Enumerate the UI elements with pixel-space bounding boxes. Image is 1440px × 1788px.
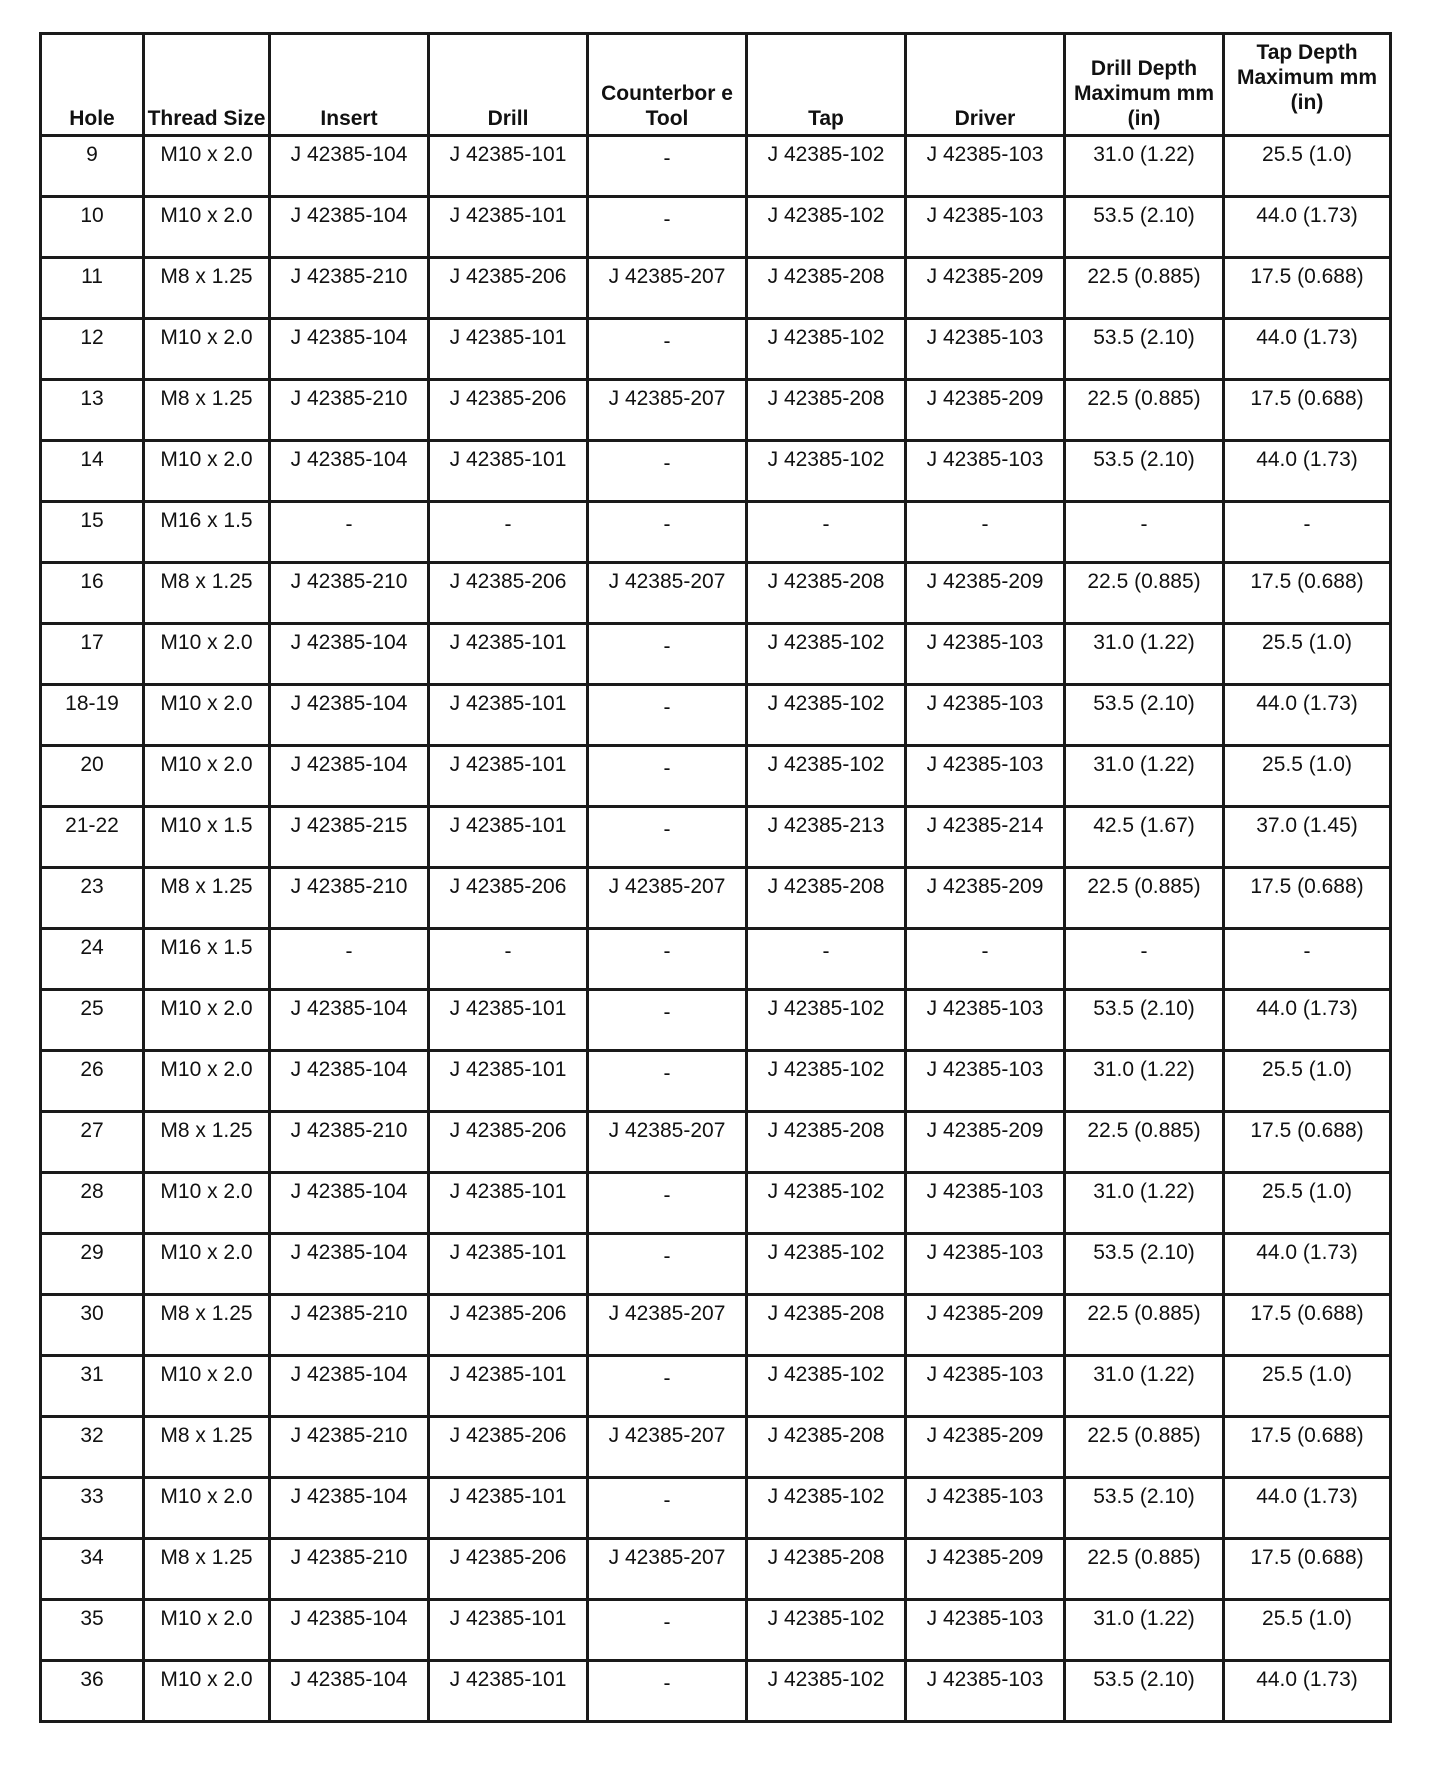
- thread-size-cell: M8 x 1.25: [144, 563, 270, 624]
- tap-depth-cell: 17.5 (0.688): [1224, 1295, 1391, 1356]
- driver-cell: J 42385-103: [906, 1234, 1065, 1295]
- header-hole: Hole: [41, 34, 144, 136]
- driver-cell: J 42385-209: [906, 1539, 1065, 1600]
- drill-cell: J 42385-206: [429, 258, 588, 319]
- insert-cell: -: [270, 502, 429, 563]
- tap-cell: -: [747, 929, 906, 990]
- tap-depth-cell: 25.5 (1.0): [1224, 1051, 1391, 1112]
- drill-depth-cell: 22.5 (0.885): [1065, 1417, 1224, 1478]
- tap-depth-cell: 44.0 (1.73): [1224, 197, 1391, 258]
- drill-cell: J 42385-206: [429, 1295, 588, 1356]
- hole-cell: 35: [41, 1600, 144, 1661]
- table-row: [41, 197, 1391, 258]
- hole-cell: 10: [41, 197, 144, 258]
- driver-cell: J 42385-209: [906, 1112, 1065, 1173]
- insert-cell: J 42385-210: [270, 1417, 429, 1478]
- counterbore-tool-cell: -: [588, 197, 747, 258]
- tap-cell: J 42385-102: [747, 1356, 906, 1417]
- tap-cell: J 42385-213: [747, 807, 906, 868]
- table-row: [41, 1417, 1391, 1478]
- drill-cell: J 42385-101: [429, 441, 588, 502]
- driver-cell: J 42385-103: [906, 1600, 1065, 1661]
- hole-cell: 11: [41, 258, 144, 319]
- drill-cell: J 42385-206: [429, 380, 588, 441]
- insert-cell: J 42385-210: [270, 1295, 429, 1356]
- drill-depth-cell: 53.5 (2.10): [1065, 990, 1224, 1051]
- counterbore-tool-cell: -: [588, 441, 747, 502]
- drill-cell: J 42385-101: [429, 1234, 588, 1295]
- thread-size-cell: M10 x 2.0: [144, 685, 270, 746]
- insert-cell: J 42385-210: [270, 563, 429, 624]
- table-row: [41, 319, 1391, 380]
- drill-cell: -: [429, 929, 588, 990]
- driver-cell: J 42385-103: [906, 1478, 1065, 1539]
- hole-cell: 27: [41, 1112, 144, 1173]
- hole-cell: 16: [41, 563, 144, 624]
- hole-cell: 21-22: [41, 807, 144, 868]
- tap-depth-cell: 44.0 (1.73): [1224, 441, 1391, 502]
- counterbore-tool-cell: -: [588, 624, 747, 685]
- table-row: [41, 624, 1391, 685]
- drill-cell: J 42385-101: [429, 136, 588, 197]
- hole-cell: 29: [41, 1234, 144, 1295]
- tap-cell: J 42385-102: [747, 1051, 906, 1112]
- tap-cell: J 42385-102: [747, 136, 906, 197]
- hole-cell: 30: [41, 1295, 144, 1356]
- drill-cell: J 42385-101: [429, 990, 588, 1051]
- drill-depth-cell: 22.5 (0.885): [1065, 380, 1224, 441]
- insert-cell: J 42385-104: [270, 1356, 429, 1417]
- table-body: [41, 136, 1391, 1722]
- driver-cell: -: [906, 929, 1065, 990]
- insert-cell: J 42385-210: [270, 258, 429, 319]
- thread-size-cell: M10 x 2.0: [144, 1356, 270, 1417]
- tap-depth-cell: 17.5 (0.688): [1224, 258, 1391, 319]
- tap-depth-cell: 17.5 (0.688): [1224, 380, 1391, 441]
- insert-cell: J 42385-104: [270, 990, 429, 1051]
- hole-cell: 36: [41, 1661, 144, 1722]
- table-row: [41, 136, 1391, 197]
- drill-depth-cell: 31.0 (1.22): [1065, 1356, 1224, 1417]
- insert-cell: J 42385-210: [270, 1539, 429, 1600]
- hole-cell: 34: [41, 1539, 144, 1600]
- driver-cell: J 42385-103: [906, 136, 1065, 197]
- thread-size-cell: M10 x 2.0: [144, 1478, 270, 1539]
- table-row: [41, 1295, 1391, 1356]
- header-driver: Driver: [906, 34, 1065, 136]
- hole-cell: 9: [41, 136, 144, 197]
- drill-cell: J 42385-101: [429, 1356, 588, 1417]
- insert-cell: J 42385-215: [270, 807, 429, 868]
- table-row: [41, 929, 1391, 990]
- tap-depth-cell: 44.0 (1.73): [1224, 685, 1391, 746]
- drill-depth-cell: -: [1065, 502, 1224, 563]
- insert-cell: -: [270, 929, 429, 990]
- tap-cell: J 42385-102: [747, 624, 906, 685]
- thread-size-cell: M8 x 1.25: [144, 380, 270, 441]
- driver-cell: J 42385-103: [906, 624, 1065, 685]
- counterbore-tool-cell: -: [588, 502, 747, 563]
- thread-size-cell: M10 x 2.0: [144, 1173, 270, 1234]
- drill-cell: J 42385-101: [429, 746, 588, 807]
- counterbore-tool-cell: -: [588, 685, 747, 746]
- driver-cell: J 42385-209: [906, 1295, 1065, 1356]
- tap-cell: J 42385-102: [747, 1234, 906, 1295]
- tool-spec-table: [39, 32, 1392, 1723]
- insert-cell: J 42385-104: [270, 1234, 429, 1295]
- tap-depth-cell: 17.5 (0.688): [1224, 563, 1391, 624]
- thread-size-cell: M10 x 2.0: [144, 1234, 270, 1295]
- driver-cell: J 42385-103: [906, 1356, 1065, 1417]
- table-row: [41, 1600, 1391, 1661]
- hole-cell: 15: [41, 502, 144, 563]
- drill-cell: J 42385-206: [429, 1417, 588, 1478]
- driver-cell: J 42385-103: [906, 1173, 1065, 1234]
- tap-depth-cell: 44.0 (1.73): [1224, 319, 1391, 380]
- drill-cell: J 42385-101: [429, 1173, 588, 1234]
- drill-cell: J 42385-101: [429, 1661, 588, 1722]
- counterbore-tool-cell: -: [588, 1600, 747, 1661]
- thread-size-cell: M8 x 1.25: [144, 1295, 270, 1356]
- tap-cell: J 42385-102: [747, 685, 906, 746]
- insert-cell: J 42385-210: [270, 1112, 429, 1173]
- tap-cell: J 42385-208: [747, 1417, 906, 1478]
- table-row: [41, 685, 1391, 746]
- drill-depth-cell: 31.0 (1.22): [1065, 1051, 1224, 1112]
- tap-cell: J 42385-102: [747, 441, 906, 502]
- tap-cell: J 42385-102: [747, 1661, 906, 1722]
- tap-depth-cell: 44.0 (1.73): [1224, 1234, 1391, 1295]
- insert-cell: J 42385-104: [270, 1051, 429, 1112]
- driver-cell: J 42385-209: [906, 1417, 1065, 1478]
- tap-cell: J 42385-208: [747, 1112, 906, 1173]
- tap-cell: -: [747, 502, 906, 563]
- counterbore-tool-cell: J 42385-207: [588, 258, 747, 319]
- drill-depth-cell: 22.5 (0.885): [1065, 1539, 1224, 1600]
- drill-cell: J 42385-206: [429, 868, 588, 929]
- header-drill-depth: Drill Depth Maximum mm (in): [1065, 34, 1224, 136]
- header-insert: Insert: [270, 34, 429, 136]
- counterbore-tool-cell: -: [588, 1173, 747, 1234]
- header-row: [41, 34, 1391, 136]
- drill-depth-cell: 53.5 (2.10): [1065, 1478, 1224, 1539]
- driver-cell: J 42385-209: [906, 868, 1065, 929]
- drill-depth-cell: -: [1065, 929, 1224, 990]
- tap-cell: J 42385-102: [747, 319, 906, 380]
- tap-cell: J 42385-208: [747, 1539, 906, 1600]
- tap-depth-cell: 44.0 (1.73): [1224, 990, 1391, 1051]
- hole-cell: 26: [41, 1051, 144, 1112]
- driver-cell: J 42385-103: [906, 1051, 1065, 1112]
- tap-depth-cell: 25.5 (1.0): [1224, 1173, 1391, 1234]
- thread-size-cell: M10 x 2.0: [144, 441, 270, 502]
- driver-cell: J 42385-103: [906, 746, 1065, 807]
- tap-cell: J 42385-208: [747, 258, 906, 319]
- counterbore-tool-cell: -: [588, 990, 747, 1051]
- drill-depth-cell: 22.5 (0.885): [1065, 1112, 1224, 1173]
- insert-cell: J 42385-104: [270, 746, 429, 807]
- table-row: [41, 1539, 1391, 1600]
- tap-depth-cell: 25.5 (1.0): [1224, 136, 1391, 197]
- tap-depth-cell: 25.5 (1.0): [1224, 746, 1391, 807]
- spec-table-container: [39, 32, 1389, 1723]
- hole-cell: 33: [41, 1478, 144, 1539]
- drill-depth-cell: 22.5 (0.885): [1065, 868, 1224, 929]
- insert-cell: J 42385-104: [270, 1173, 429, 1234]
- counterbore-tool-cell: -: [588, 1234, 747, 1295]
- thread-size-cell: M10 x 1.5: [144, 807, 270, 868]
- table-row: [41, 441, 1391, 502]
- drill-cell: J 42385-101: [429, 197, 588, 258]
- insert-cell: J 42385-104: [270, 1600, 429, 1661]
- drill-cell: J 42385-206: [429, 1539, 588, 1600]
- hole-cell: 13: [41, 380, 144, 441]
- drill-cell: J 42385-206: [429, 563, 588, 624]
- table-row: [41, 746, 1391, 807]
- driver-cell: J 42385-209: [906, 380, 1065, 441]
- insert-cell: J 42385-104: [270, 197, 429, 258]
- driver-cell: J 42385-103: [906, 1661, 1065, 1722]
- thread-size-cell: M16 x 1.5: [144, 929, 270, 990]
- drill-cell: -: [429, 502, 588, 563]
- header-drill: Drill: [429, 34, 588, 136]
- tap-depth-cell: 17.5 (0.688): [1224, 1417, 1391, 1478]
- counterbore-tool-cell: -: [588, 807, 747, 868]
- hole-cell: 32: [41, 1417, 144, 1478]
- hole-cell: 23: [41, 868, 144, 929]
- header-counterbore-tool: Counterbor e Tool: [588, 34, 747, 136]
- table-row: [41, 563, 1391, 624]
- drill-depth-cell: 42.5 (1.67): [1065, 807, 1224, 868]
- insert-cell: J 42385-104: [270, 624, 429, 685]
- hole-cell: 25: [41, 990, 144, 1051]
- table-row: [41, 1661, 1391, 1722]
- insert-cell: J 42385-210: [270, 380, 429, 441]
- drill-cell: J 42385-101: [429, 1600, 588, 1661]
- tap-cell: J 42385-102: [747, 1600, 906, 1661]
- driver-cell: J 42385-209: [906, 563, 1065, 624]
- hole-cell: 24: [41, 929, 144, 990]
- thread-size-cell: M8 x 1.25: [144, 1417, 270, 1478]
- insert-cell: J 42385-104: [270, 319, 429, 380]
- counterbore-tool-cell: -: [588, 1356, 747, 1417]
- drill-depth-cell: 22.5 (0.885): [1065, 1295, 1224, 1356]
- table-row: [41, 258, 1391, 319]
- driver-cell: J 42385-214: [906, 807, 1065, 868]
- counterbore-tool-cell: J 42385-207: [588, 380, 747, 441]
- drill-cell: J 42385-101: [429, 685, 588, 746]
- counterbore-tool-cell: -: [588, 746, 747, 807]
- drill-cell: J 42385-206: [429, 1112, 588, 1173]
- thread-size-cell: M10 x 2.0: [144, 1600, 270, 1661]
- table-row: [41, 380, 1391, 441]
- hole-cell: 12: [41, 319, 144, 380]
- table-row: [41, 1112, 1391, 1173]
- table-row: [41, 1234, 1391, 1295]
- counterbore-tool-cell: J 42385-207: [588, 1112, 747, 1173]
- drill-depth-cell: 53.5 (2.10): [1065, 685, 1224, 746]
- counterbore-tool-cell: J 42385-207: [588, 1417, 747, 1478]
- insert-cell: J 42385-104: [270, 685, 429, 746]
- insert-cell: J 42385-104: [270, 1478, 429, 1539]
- driver-cell: J 42385-103: [906, 319, 1065, 380]
- hole-cell: 28: [41, 1173, 144, 1234]
- table-row: [41, 1173, 1391, 1234]
- drill-depth-cell: 31.0 (1.22): [1065, 1173, 1224, 1234]
- driver-cell: J 42385-103: [906, 197, 1065, 258]
- insert-cell: J 42385-104: [270, 136, 429, 197]
- counterbore-tool-cell: -: [588, 136, 747, 197]
- tap-depth-cell: 17.5 (0.688): [1224, 1539, 1391, 1600]
- hole-cell: 18-19: [41, 685, 144, 746]
- hole-cell: 31: [41, 1356, 144, 1417]
- tap-cell: J 42385-102: [747, 746, 906, 807]
- hole-cell: 20: [41, 746, 144, 807]
- tap-depth-cell: 25.5 (1.0): [1224, 1356, 1391, 1417]
- counterbore-tool-cell: -: [588, 1478, 747, 1539]
- thread-size-cell: M8 x 1.25: [144, 1112, 270, 1173]
- drill-depth-cell: 31.0 (1.22): [1065, 136, 1224, 197]
- drill-depth-cell: 31.0 (1.22): [1065, 746, 1224, 807]
- drill-cell: J 42385-101: [429, 319, 588, 380]
- drill-depth-cell: 53.5 (2.10): [1065, 441, 1224, 502]
- header-tap: Tap: [747, 34, 906, 136]
- thread-size-cell: M10 x 2.0: [144, 1051, 270, 1112]
- table-row: [41, 868, 1391, 929]
- drill-cell: J 42385-101: [429, 624, 588, 685]
- table-header: [41, 34, 1391, 136]
- drill-depth-cell: 53.5 (2.10): [1065, 1234, 1224, 1295]
- table-row: [41, 807, 1391, 868]
- table-row: [41, 502, 1391, 563]
- counterbore-tool-cell: -: [588, 1051, 747, 1112]
- drill-depth-cell: 53.5 (2.10): [1065, 319, 1224, 380]
- tap-cell: J 42385-102: [747, 197, 906, 258]
- tap-depth-cell: -: [1224, 502, 1391, 563]
- thread-size-cell: M8 x 1.25: [144, 258, 270, 319]
- counterbore-tool-cell: J 42385-207: [588, 1539, 747, 1600]
- driver-cell: J 42385-103: [906, 990, 1065, 1051]
- driver-cell: J 42385-103: [906, 685, 1065, 746]
- table-row: [41, 990, 1391, 1051]
- tap-depth-cell: -: [1224, 929, 1391, 990]
- tap-depth-cell: 44.0 (1.73): [1224, 1478, 1391, 1539]
- tap-cell: J 42385-102: [747, 990, 906, 1051]
- drill-depth-cell: 22.5 (0.885): [1065, 563, 1224, 624]
- drill-cell: J 42385-101: [429, 1478, 588, 1539]
- tap-depth-cell: 44.0 (1.73): [1224, 1661, 1391, 1722]
- drill-cell: J 42385-101: [429, 807, 588, 868]
- tap-cell: J 42385-102: [747, 1478, 906, 1539]
- tap-cell: J 42385-208: [747, 563, 906, 624]
- header-tap-depth: Tap Depth Maximum mm (in): [1224, 34, 1391, 136]
- thread-size-cell: M10 x 2.0: [144, 1661, 270, 1722]
- thread-size-cell: M10 x 2.0: [144, 136, 270, 197]
- counterbore-tool-cell: -: [588, 319, 747, 380]
- thread-size-cell: M10 x 2.0: [144, 197, 270, 258]
- insert-cell: J 42385-104: [270, 1661, 429, 1722]
- tap-cell: J 42385-102: [747, 1173, 906, 1234]
- thread-size-cell: M8 x 1.25: [144, 1539, 270, 1600]
- tap-depth-cell: 17.5 (0.688): [1224, 1112, 1391, 1173]
- driver-cell: -: [906, 502, 1065, 563]
- thread-size-cell: M16 x 1.5: [144, 502, 270, 563]
- insert-cell: J 42385-210: [270, 868, 429, 929]
- tap-depth-cell: 25.5 (1.0): [1224, 624, 1391, 685]
- table-row: [41, 1356, 1391, 1417]
- drill-depth-cell: 31.0 (1.22): [1065, 624, 1224, 685]
- counterbore-tool-cell: -: [588, 929, 747, 990]
- thread-size-cell: M10 x 2.0: [144, 746, 270, 807]
- drill-depth-cell: 31.0 (1.22): [1065, 1600, 1224, 1661]
- drill-depth-cell: 22.5 (0.885): [1065, 258, 1224, 319]
- thread-size-cell: M10 x 2.0: [144, 624, 270, 685]
- counterbore-tool-cell: J 42385-207: [588, 1295, 747, 1356]
- thread-size-cell: M10 x 2.0: [144, 319, 270, 380]
- counterbore-tool-cell: -: [588, 1661, 747, 1722]
- tap-depth-cell: 37.0 (1.45): [1224, 807, 1391, 868]
- tap-cell: J 42385-208: [747, 868, 906, 929]
- table-row: [41, 1051, 1391, 1112]
- tap-depth-cell: 25.5 (1.0): [1224, 1600, 1391, 1661]
- driver-cell: J 42385-103: [906, 441, 1065, 502]
- header-thread-size: Thread Size: [144, 34, 270, 136]
- tap-cell: J 42385-208: [747, 380, 906, 441]
- hole-cell: 17: [41, 624, 144, 685]
- counterbore-tool-cell: J 42385-207: [588, 563, 747, 624]
- drill-depth-cell: 53.5 (2.10): [1065, 197, 1224, 258]
- counterbore-tool-cell: J 42385-207: [588, 868, 747, 929]
- tap-cell: J 42385-208: [747, 1295, 906, 1356]
- drill-cell: J 42385-101: [429, 1051, 588, 1112]
- driver-cell: J 42385-209: [906, 258, 1065, 319]
- table-row: [41, 1478, 1391, 1539]
- insert-cell: J 42385-104: [270, 441, 429, 502]
- drill-depth-cell: 53.5 (2.10): [1065, 1661, 1224, 1722]
- tap-depth-cell: 17.5 (0.688): [1224, 868, 1391, 929]
- hole-cell: 14: [41, 441, 144, 502]
- thread-size-cell: M8 x 1.25: [144, 868, 270, 929]
- thread-size-cell: M10 x 2.0: [144, 990, 270, 1051]
